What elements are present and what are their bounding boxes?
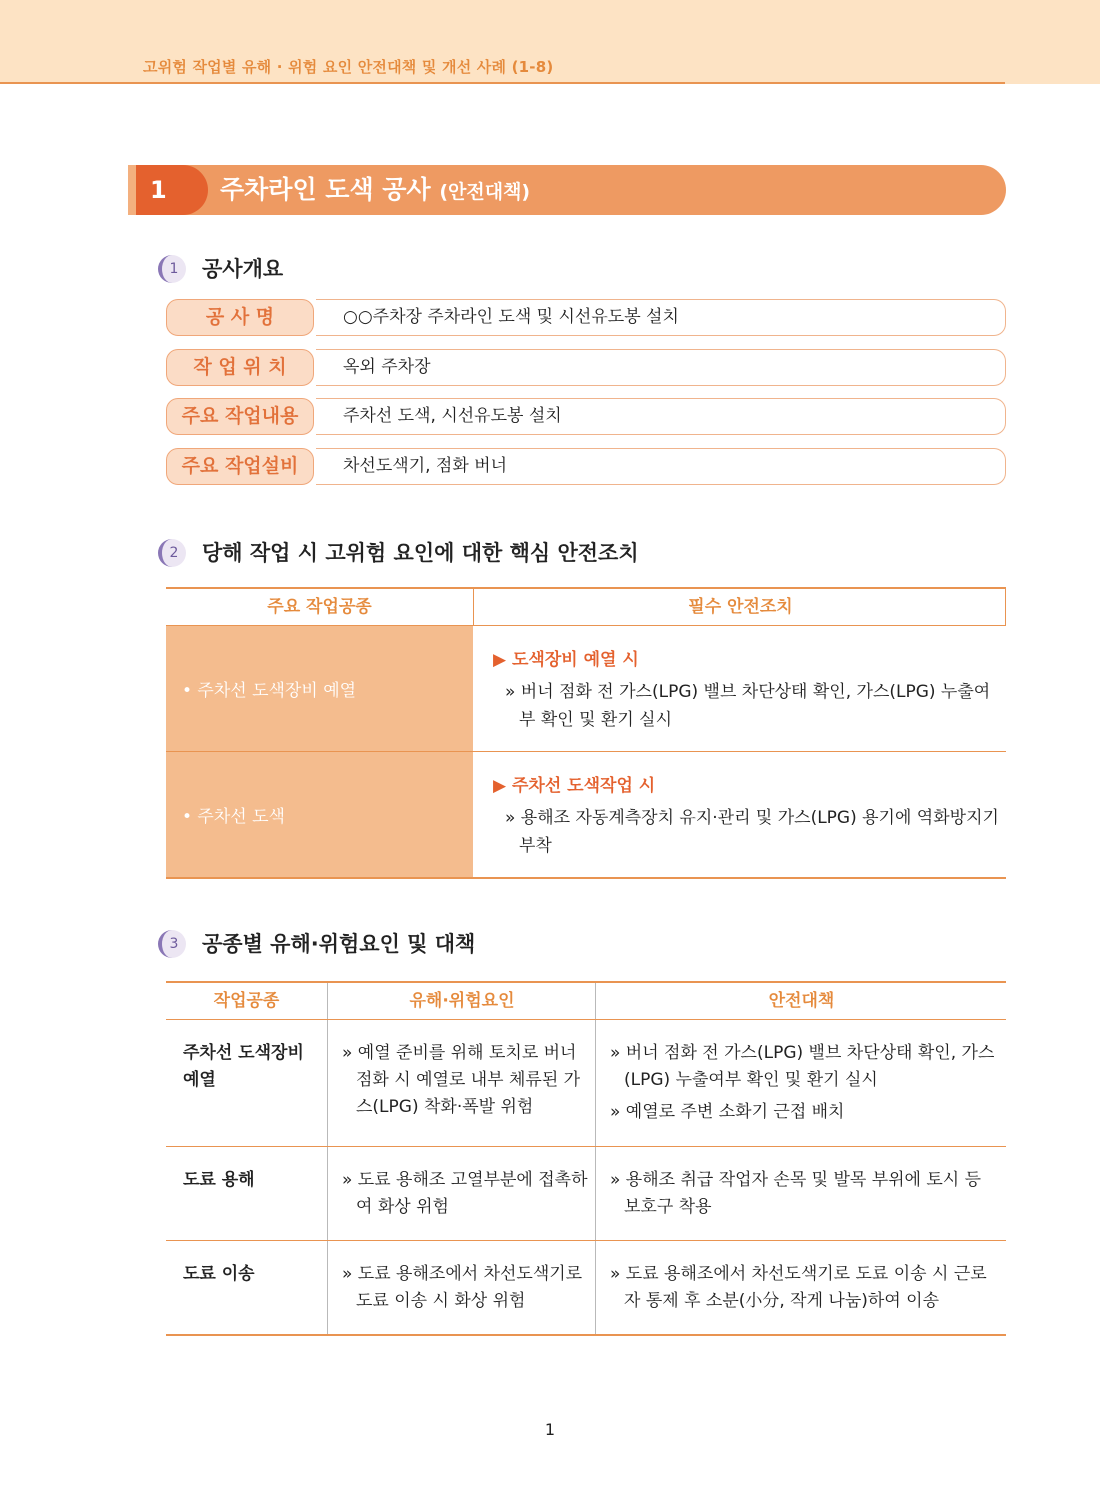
overview-value: 옥외 주차장 [316, 349, 1006, 386]
hazards-table [166, 981, 1006, 1336]
overview-row [166, 299, 1006, 336]
risk-item: » 예열 준비를 위해 토치로 버너 점화 시 예열로 내부 체류된 가스(LPG) 착화·폭발 위험 [342, 1043, 581, 1117]
work-type-cell: • 주차선 도색장비 예열 [166, 626, 473, 751]
key-measures-heading-text: 당해 작업 시 고위험 요인에 대한 핵심 안전조치 [202, 541, 639, 565]
overview-row [166, 349, 1006, 386]
table-row [166, 1147, 1006, 1241]
overview-value: 주차선 도색, 시선유도봉 설치 [316, 398, 1006, 435]
column-header: 유해·위험요인 [327, 983, 596, 1019]
risk-cell [327, 1147, 595, 1240]
table-row [166, 626, 1006, 752]
column-header: 안전대책 [595, 983, 1007, 1019]
table-header [166, 587, 1006, 626]
table-header [166, 981, 1006, 1020]
overview-label: 공 사 명 [166, 299, 314, 336]
overview-label: 작 업 위 치 [166, 349, 314, 386]
countermeasure-item: » 버너 점화 전 가스(LPG) 밸브 차단상태 확인, 가스(LPG) 누출여부 확인 및 환기 실시 [610, 1043, 995, 1090]
table-row [166, 752, 1006, 879]
overview-heading-text: 공사개요 [202, 257, 284, 281]
column-header: 주요 작업공종 [267, 597, 372, 617]
overview-label: 주요 작업내용 [166, 398, 314, 435]
risk-item: » 도료 용해조 고열부분에 접촉하여 화상 위험 [342, 1170, 588, 1217]
overview-value: 차선도색기, 점화 버너 [316, 448, 1006, 485]
section-title [220, 165, 530, 217]
section-title-bar [128, 165, 1006, 215]
overview-number-icon: 1 [158, 255, 186, 283]
key-measures-table [166, 587, 1006, 879]
work-type-cell: • 주차선 도색 [166, 752, 473, 877]
risk-cell [327, 1241, 595, 1334]
work-type-cell: 주차선 도색장비 예열 [183, 1043, 304, 1090]
key-measures-number-icon: 2 [158, 539, 186, 567]
hazards-heading-text: 공종별 유해·위험요인 및 대책 [202, 932, 476, 956]
column-header: 작업공종 [213, 991, 280, 1011]
hazards-number-icon: 3 [158, 930, 186, 958]
countermeasure-item: » 도료 용해조에서 차선도색기로 도료 이송 시 근로자 통제 후 소분(小分, 작게 나눔)하여 이송 [610, 1264, 987, 1311]
table-row [166, 1020, 1006, 1147]
overview-value: ○○주차장 주차라인 도색 및 시선유도봉 설치 [316, 299, 1006, 336]
measure-body: » 용해조 자동계측장치 유지·관리 및 가스(LPG) 용기에 역화방지기 부착 [505, 808, 999, 856]
countermeasure-item: » 용해조 취급 작업자 손목 및 발목 부위에 토시 등 보호구 착용 [610, 1170, 982, 1217]
section-number: 1 [128, 165, 208, 215]
section-title-sub: (안전대책) [439, 181, 531, 203]
measure-cell [475, 752, 1006, 877]
overview-row [166, 448, 1006, 485]
table-row [166, 1241, 1006, 1336]
measure-heading: ▶ 주차선 도색작업 시 [493, 776, 656, 796]
countermeasure-cell [595, 1241, 1006, 1334]
measure-body: » 버너 점화 전 가스(LPG) 밸브 차단상태 확인, 가스(LPG) 누출여부 확인 및 환기 실시 [505, 682, 991, 730]
header-rule [0, 82, 1005, 84]
measure-heading: ▶ 도색장비 예열 시 [493, 650, 639, 670]
measure-cell [475, 626, 1006, 751]
running-header: 고위험 작업별 유해 · 위험 요인 안전대책 및 개선 사례 (1-8) [143, 58, 554, 76]
column-header: 필수 안전조치 [473, 589, 1007, 625]
countermeasure-cell [595, 1147, 1006, 1240]
overview-row [166, 398, 1006, 435]
countermeasure-cell [595, 1020, 1006, 1146]
overview-label: 주요 작업설비 [166, 448, 314, 485]
risk-item: » 도료 용해조에서 차선도색기로 도료 이송 시 화상 위험 [342, 1264, 583, 1311]
section-title-main: 주차라인 도색 공사 [220, 175, 431, 204]
risk-cell [327, 1020, 595, 1146]
countermeasure-item: » 예열로 주변 소화기 근접 배치 [610, 1102, 845, 1122]
work-type-cell: 도료 이송 [183, 1264, 255, 1284]
work-type-cell: 도료 용해 [183, 1170, 255, 1190]
page-number: 1 [544, 1420, 556, 1439]
